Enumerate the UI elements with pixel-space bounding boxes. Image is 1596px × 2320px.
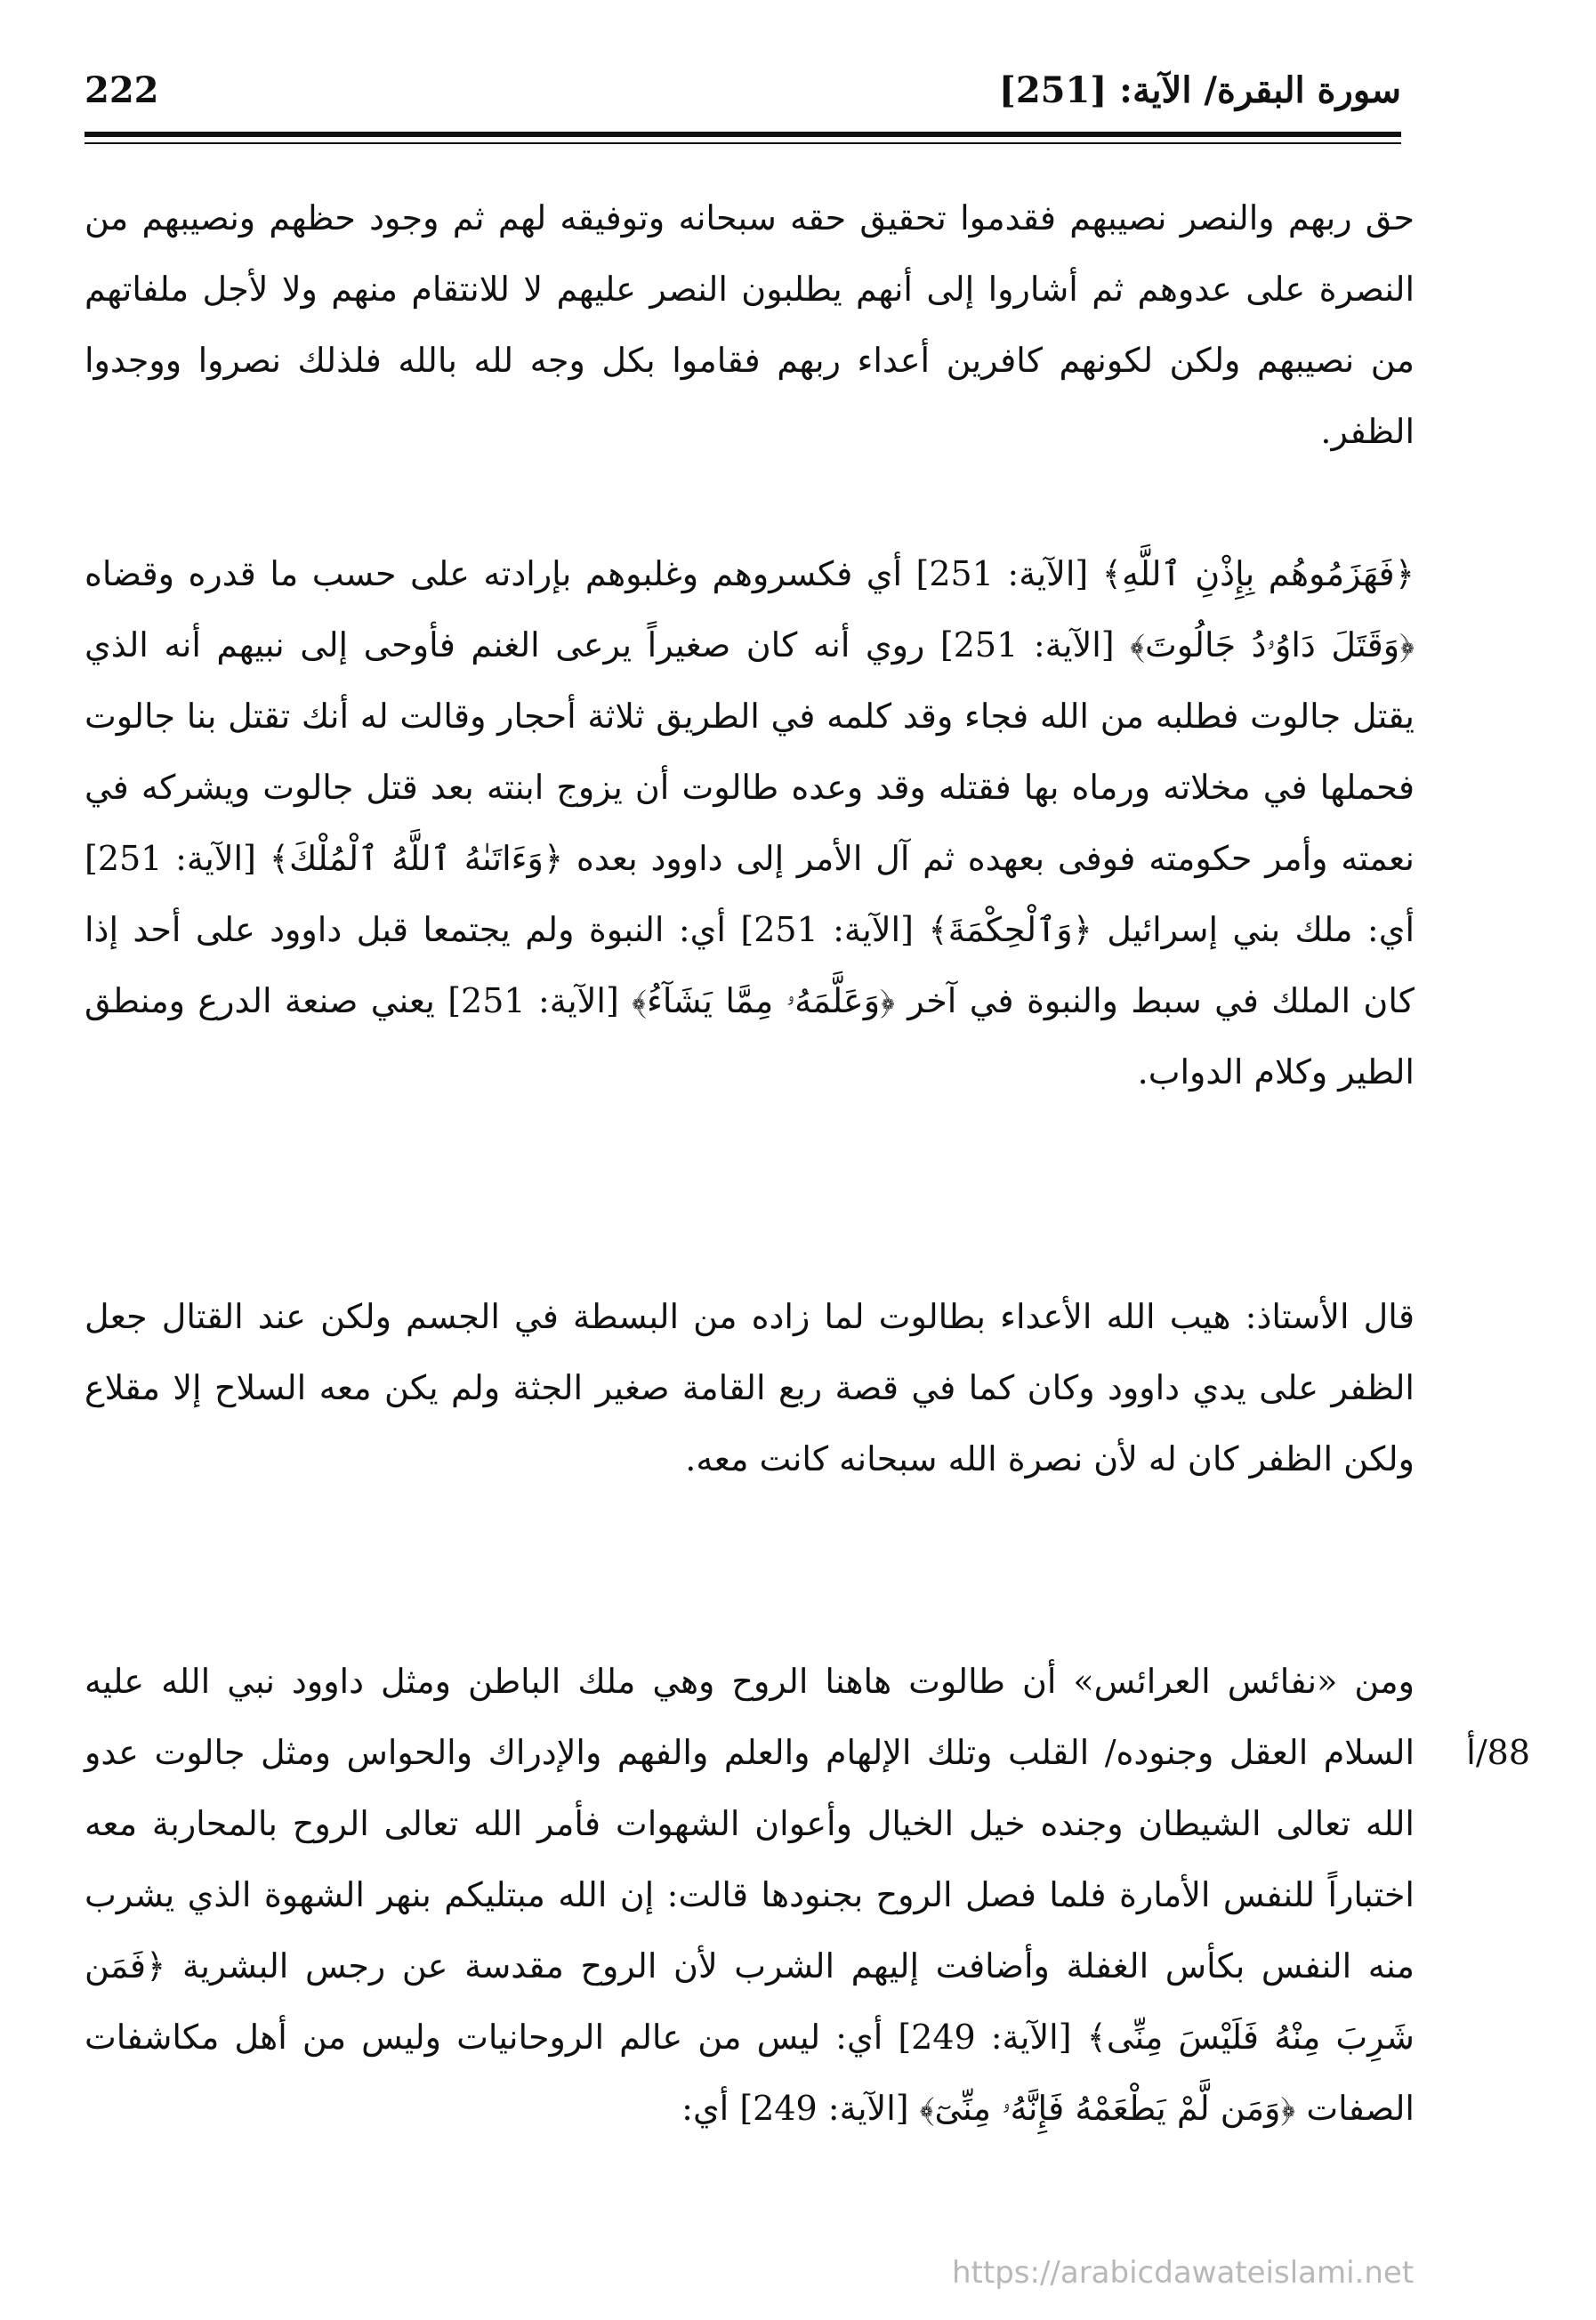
header-rule-thick [85,132,1401,137]
page-header [85,69,1401,132]
manuscript-folio-marker: 88/أ [1466,1733,1530,1772]
paragraph-2: ﴿فَهَزَمُوهُم بِإِذْنِ ٱللَّهِ﴾ [الآية: 251] أي فكسروهم وغلبوهم بإرادته على حسب ما قدره وقضاه ﴿وَقَتَلَ دَاوُۥدُ جَالُوتَ﴾ [الآية: 251] روي أنه كان صغيراً يرعى الغنم فأوحى إلى نبيهم أنه الذي يقتل جالوت فطلبه من الله فجاء وقد كلمه في الطريق ثلاثة أحجار وقالت له أنك تقتل بنا جالوت فحملها في مخلاته ورماه بها فقتله وقد وعده طالوت أن يزوج ابنته بعد قتل جالوت ويشركه في نعمته وأمر حكومته فوفى بعهده ثم آل الأمر إلى داوود بعده ﴿وَءَاتَىٰهُ ٱللَّهُ ٱلْمُلْكَ﴾ [الآية: 251] أي: ملك بني إسرائيل ﴿وَٱلْحِكْمَةَ﴾ [الآية: 251] أي: النبوة ولم يجتمعا قبل داوود على أحد إذا كان الملك في سبط والنبوة في آخر ﴿وَعَلَّمَهُۥ مِمَّا يَشَآءُ﴾ [الآية: 251] يعني صنعة الدرع ومنطق الطير وكلام الدواب. [85,554,1415,1092]
page-number: 222 [85,69,159,111]
watermark-url: https://arabicdawateislami.net [952,2255,1415,2291]
paragraph-1: حق ربهم والنصر نصيبهم فقدموا تحقيق حقه سبحانه وتوفيقه لهم ثم وجود حظهم ونصيبهم من النصرة على عدوهم ثم أشاروا إلى أنهم يطلبون النصر عليهم لا للانتقام منهم ولا لأجل ملفاتهم من نصيبهم ولكن لكونهم كافرين أعداء ربهم فقاموا بكل وجه لله بالله فلذلك نصروا ووجدوا الظفر. [85,198,1415,451]
header-rule-thin [85,142,1401,144]
paragraph-4: ومن «نفائس العرائس» أن طالوت هاهنا الروح وهي ملك الباطن ومثل داوود نبي الله عليه السلام العقل وجنوده/ القلب وتلك الإلهام والعلم والفهم والإدراك والحواس ومثل جالوت عدو الله تعالى الشيطان وجنده خيل الخيال وأعوان الشهوات فأمر الله تعالى الروح بالمحاربة معه اختباراً للنفس الأمارة فلما فصل الروح بجنودها قالت: إن الله مبتليكم بنهر الشهوة الذي يشرب منه النفس بكأس الغفلة وأضافت إليهم الشرب لأن الروح مقدسة عن رجس البشرية ﴿فَمَن شَرِبَ مِنْهُ فَلَيْسَ مِنِّى﴾ [الآية: 249] أي: ليس من عالم الروحانيات وليس من أهل مكاشفات الصفات ﴿وَمَن لَّمْ يَطْعَمْهُ فَإِنَّهُۥ مِنِّىٓ﴾ [الآية: 249] أي: [85,1662,1415,2128]
surah-title: سورة البقرة/ الآية: [251] [998,69,1401,111]
paragraph-3: قال الأستاذ: هيب الله الأعداء بطالوت لما زاده من البسطة في الجسم ولكن عند القتال جعل الظفر على يدي داوود وكان كما في قصة ربع القامة صغير الجثة ولم يكن معه السلاح إلا مقلاع ولكن الظفر كان له لأن نصرة الله سبحانه كانت معه. [85,1297,1415,1478]
